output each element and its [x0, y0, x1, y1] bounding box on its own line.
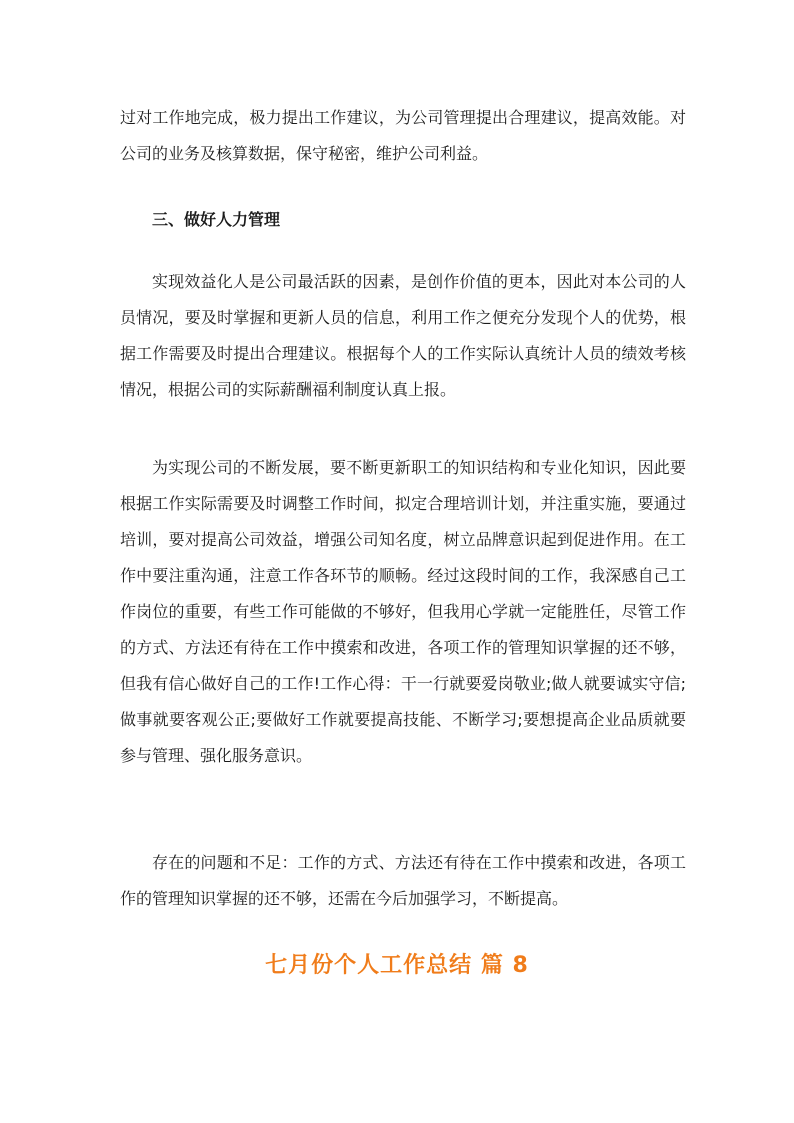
paragraph-training: 为实现公司的不断发展，要不断更新职工的知识结构和专业化知识，因此要根据工作实际需要及时调整工作时间，拟定合理培训计划，并注重实施，要通过培训，要对提高公司效益，增强公司知名度，树立品牌意识起到促进作用。在工作中要注重沟通，注意工作各环节的顺畅。经过这段时间的工作，我深感自己工作岗位的重要，有些工作可能做的不够好，但我用心学就一定能胜任，尽管工作的方式、方法还有待在工作中摸索和改进，各项工作的管理知识掌握的还不够，但我有信心做好自己的工作!工作心得：干一行就要爱岗敬业;做人就要诚实守信;做事就要客观公正;要做好工作就要提高技能、不断学习;要想提高企业品质就要参与管理、强化服务意识。 — [120, 458, 686, 765]
paragraph-personnel: 实现效益化人是公司最活跃的因素，是创作价值的更本，因此对本公司的人员情况，要及时掌握和更新人员的信息，利用工作之便充分发现个人的优势，根据工作需要及时提出合理建议。根据每个人的工作实际认真统计人员的绩效考核情况，根据公司的实际薪酬福利制度认真上报。 — [120, 272, 686, 399]
section-title: 七月份个人工作总结 篇 8 — [265, 953, 529, 978]
paragraph-continuation: 过对工作地完成，极力提出工作建议，为公司管理提出合理建议，提高效能。对公司的业务及核算数据，保守秘密，维护公司利益。 — [120, 108, 686, 163]
section-heading-hr: 三、做好人力管理 — [152, 210, 281, 229]
paragraph-problems: 存在的问题和不足：工作的方式、方法还有待在工作中摸索和改进，各项工作的管理知识掌握的还不够，还需在今后加强学习，不断提高。 — [120, 853, 686, 908]
